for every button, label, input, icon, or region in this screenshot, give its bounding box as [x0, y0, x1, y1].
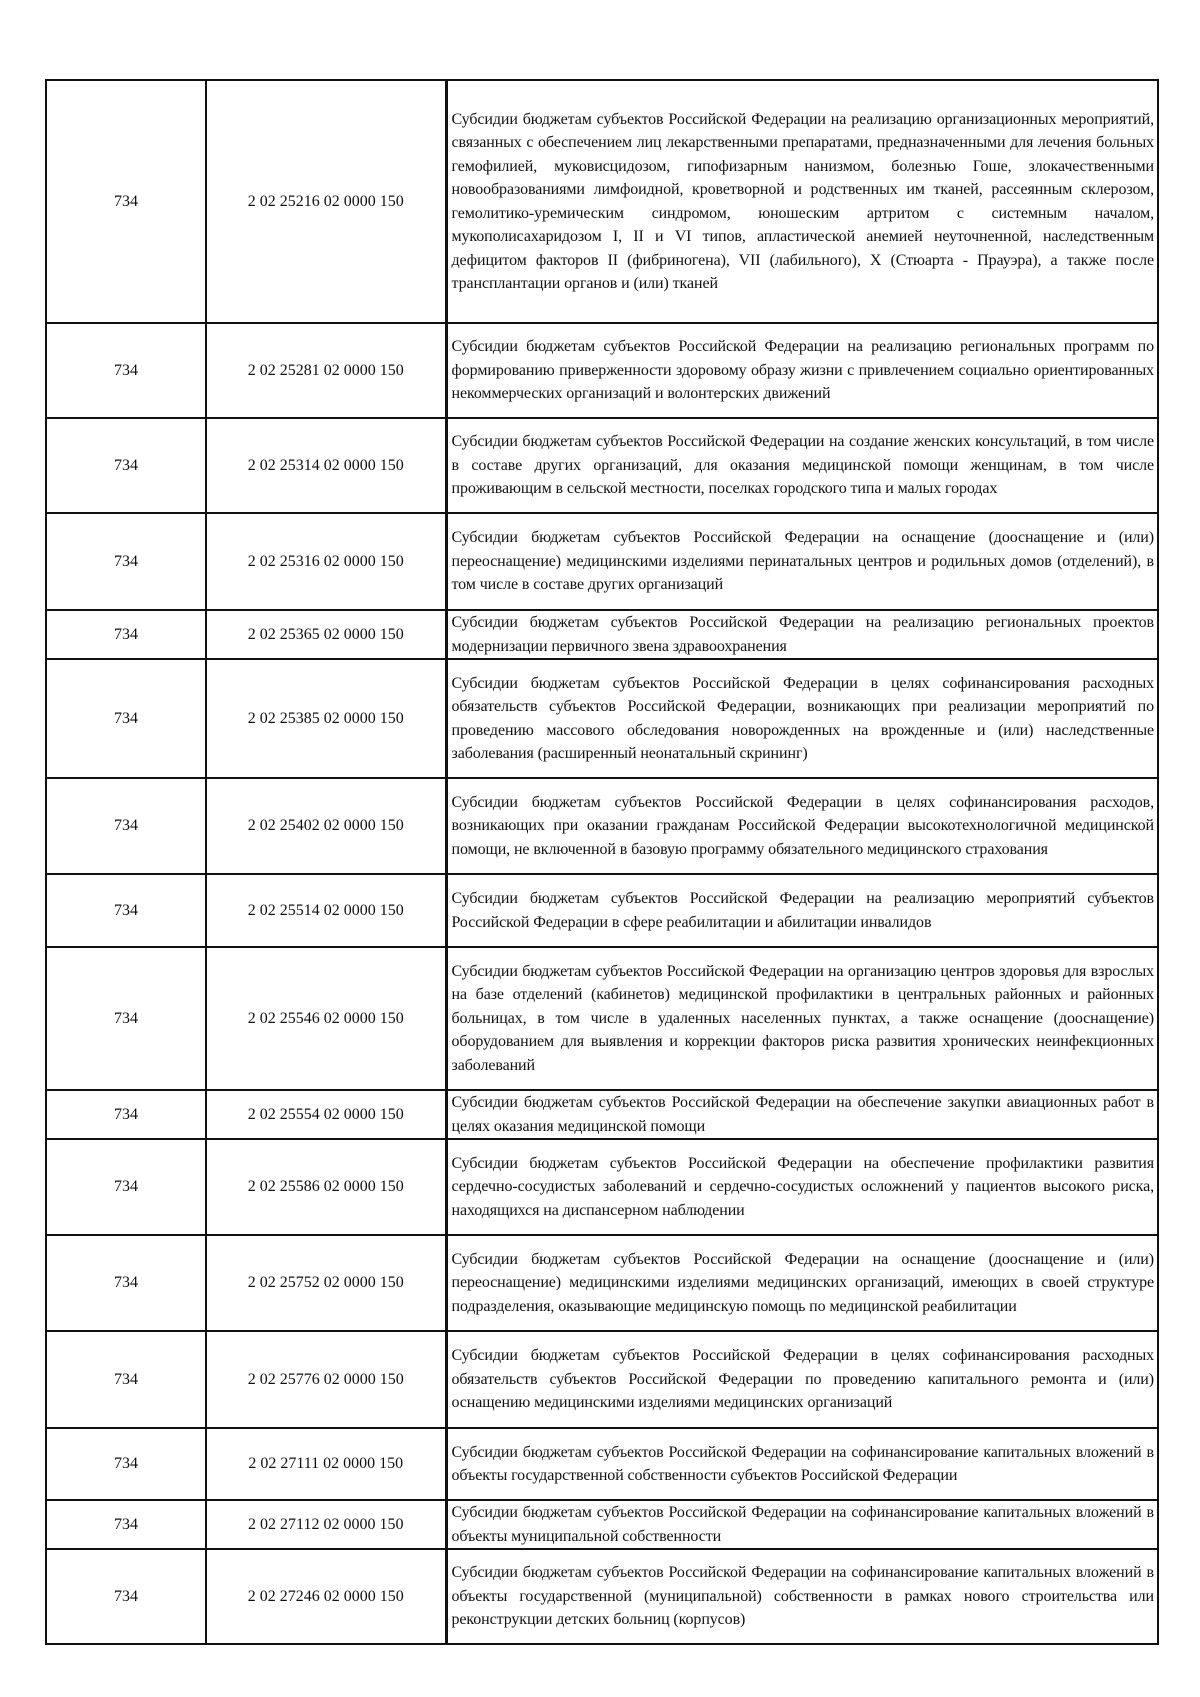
budget-code-cell: 2 02 25216 02 0000 150: [206, 80, 446, 323]
description-cell: Субсидии бюджетам субъектов Российской Федерации на обеспечение профилактики развития сердечно-сосудистых заболеваний и сердечно-сосудистых осложнений у пациентов высокого риска, находящихся на диспансерном наблюдении: [446, 1139, 1158, 1235]
admin-code-cell: 734: [46, 418, 206, 513]
table-row: [46, 778, 1158, 874]
budget-code-cell: 2 02 25776 02 0000 150: [206, 1331, 446, 1428]
budget-code-cell: 2 02 25314 02 0000 150: [206, 418, 446, 513]
admin-code-cell: 734: [46, 513, 206, 610]
table-row: [46, 323, 1158, 418]
description-cell: Субсидии бюджетам субъектов Российской Федерации в целях софинансирования расходов, возникающих при оказании гражданам Российской Федерации высокотехнологичной медицинской помощи, не включенной в базовую программу обязательного медицинского страхования: [446, 778, 1158, 874]
budget-code-cell: 2 02 27111 02 0000 150: [206, 1428, 446, 1500]
budget-code-cell: 2 02 25752 02 0000 150: [206, 1235, 446, 1331]
description-cell: Субсидии бюджетам субъектов Российской Федерации на софинансирование капитальных вложений в объекты муниципальной собственности: [446, 1500, 1158, 1549]
description-cell: Субсидии бюджетам субъектов Российской Федерации на софинансирование капитальных вложений в объекты государственной (муниципальной) собственности в рамках нового строительства или реконструкции детских больниц (корпусов): [446, 1549, 1158, 1644]
budget-code-cell: 2 02 25316 02 0000 150: [206, 513, 446, 610]
budget-code-cell: 2 02 25554 02 0000 150: [206, 1090, 446, 1139]
admin-code-cell: 734: [46, 778, 206, 874]
table-row: [46, 659, 1158, 778]
admin-code-cell: 734: [46, 1331, 206, 1428]
table-row: [46, 1549, 1158, 1644]
admin-code-cell: 734: [46, 659, 206, 778]
description-cell: Субсидии бюджетам субъектов Российской Федерации на оснащение (дооснащение и (или) переоснащение) медицинскими изделиями перинатальных центров и родильных домов (отделений), в том числе в составе других организаций: [446, 513, 1158, 610]
table-row: [46, 1235, 1158, 1331]
table-row: [46, 1331, 1158, 1428]
admin-code-cell: 734: [46, 1139, 206, 1235]
table-row: [46, 1428, 1158, 1500]
description-cell: Субсидии бюджетам субъектов Российской Федерации на реализацию региональных проектов модернизации первичного звена здравоохранения: [446, 610, 1158, 659]
description-cell: Субсидии бюджетам субъектов Российской Федерации на организацию центров здоровья для взрослых на базе отделений (кабинетов) медицинской профилактики в центральных районных и районных больницах, в том числе в удаленных населенных пунктах, а также оснащение (дооснащение) оборудованием для выявления и коррекции факторов риска развития хронических неинфекционных заболеваний: [446, 947, 1158, 1090]
table-row: [46, 1500, 1158, 1549]
description-cell: Субсидии бюджетам субъектов Российской Федерации на оснащение (дооснащение и (или) переоснащение) медицинскими изделиями медицинских организаций, имеющих в своей структуре подразделения, оказывающие медицинскую помощь по медицинской реабилитации: [446, 1235, 1158, 1331]
table-row: [46, 947, 1158, 1090]
admin-code-cell: 734: [46, 80, 206, 323]
description-cell: Субсидии бюджетам субъектов Российской Федерации на реализацию организационных мероприятий, связанных с обеспечением лиц лекарственными препаратами, предназначенными для лечения больных гемофилией, муковисцидозом, гипофизарным нанизмом, болезнью Гоше, злокачественными новообразованиями лимфоидной, кроветворной и родственных им тканей, рассеянным склерозом, гемолитико-уремическим синдромом, юношеским артритом с системным началом, мукополисахаридозом I, II и VI типов, апластической анемией неуточненной, наследственным дефицитом факторов II (фибриногена), VII (лабильного), X (Стюарта - Прауэра), а также после трансплантации органов и (или) тканей: [446, 80, 1158, 323]
budget-code-cell: 2 02 27112 02 0000 150: [206, 1500, 446, 1549]
table-row: [46, 1139, 1158, 1235]
table-row: [46, 513, 1158, 610]
admin-code-cell: 734: [46, 947, 206, 1090]
budget-code-cell: 2 02 25402 02 0000 150: [206, 778, 446, 874]
budget-code-cell: 2 02 25365 02 0000 150: [206, 610, 446, 659]
table-row: [46, 80, 1158, 323]
admin-code-cell: 734: [46, 1549, 206, 1644]
budget-code-cell: 2 02 25546 02 0000 150: [206, 947, 446, 1090]
admin-code-cell: 734: [46, 1500, 206, 1549]
admin-code-cell: 734: [46, 874, 206, 947]
table-row: [46, 610, 1158, 659]
description-cell: Субсидии бюджетам субъектов Российской Федерации в целях софинансирования расходных обязательств субъектов Российской Федерации, возникающих при реализации мероприятий по проведению массового обследования новорожденных на врожденные и (или) наследственные заболевания (расширенный неонатальный скрининг): [446, 659, 1158, 778]
budget-classification-table: [45, 79, 1159, 1645]
admin-code-cell: 734: [46, 1235, 206, 1331]
admin-code-cell: 734: [46, 610, 206, 659]
admin-code-cell: 734: [46, 1090, 206, 1139]
admin-code-cell: 734: [46, 323, 206, 418]
description-cell: Субсидии бюджетам субъектов Российской Федерации в целях софинансирования расходных обязательств субъектов Российской Федерации по проведению капитального ремонта и (или) оснащению медицинскими изделиями медицинских организаций: [446, 1331, 1158, 1428]
description-cell: Субсидии бюджетам субъектов Российской Федерации на реализацию региональных программ по формированию приверженности здоровому образу жизни с привлечением социально ориентированных некоммерческих организаций и волонтерских движений: [446, 323, 1158, 418]
description-cell: Субсидии бюджетам субъектов Российской Федерации на создание женских консультаций, в том числе в составе других организаций, для оказания медицинской помощи женщинам, в том числе проживающим в сельской местности, поселках городского типа и малых городах: [446, 418, 1158, 513]
description-cell: Субсидии бюджетам субъектов Российской Федерации на обеспечение закупки авиационных работ в целях оказания медицинской помощи: [446, 1090, 1158, 1139]
description-cell: Субсидии бюджетам субъектов Российской Федерации на реализацию мероприятий субъектов Российской Федерации в сфере реабилитации и абилитации инвалидов: [446, 874, 1158, 947]
budget-code-cell: 2 02 25514 02 0000 150: [206, 874, 446, 947]
table-row: [46, 874, 1158, 947]
budget-code-cell: 2 02 25586 02 0000 150: [206, 1139, 446, 1235]
table-body: [46, 80, 1158, 1644]
table-row: [46, 418, 1158, 513]
admin-code-cell: 734: [46, 1428, 206, 1500]
budget-code-cell: 2 02 25281 02 0000 150: [206, 323, 446, 418]
budget-code-cell: 2 02 25385 02 0000 150: [206, 659, 446, 778]
table-row: [46, 1090, 1158, 1139]
budget-code-cell: 2 02 27246 02 0000 150: [206, 1549, 446, 1644]
description-cell: Субсидии бюджетам субъектов Российской Федерации на софинансирование капитальных вложений в объекты государственной собственности субъектов Российской Федерации: [446, 1428, 1158, 1500]
